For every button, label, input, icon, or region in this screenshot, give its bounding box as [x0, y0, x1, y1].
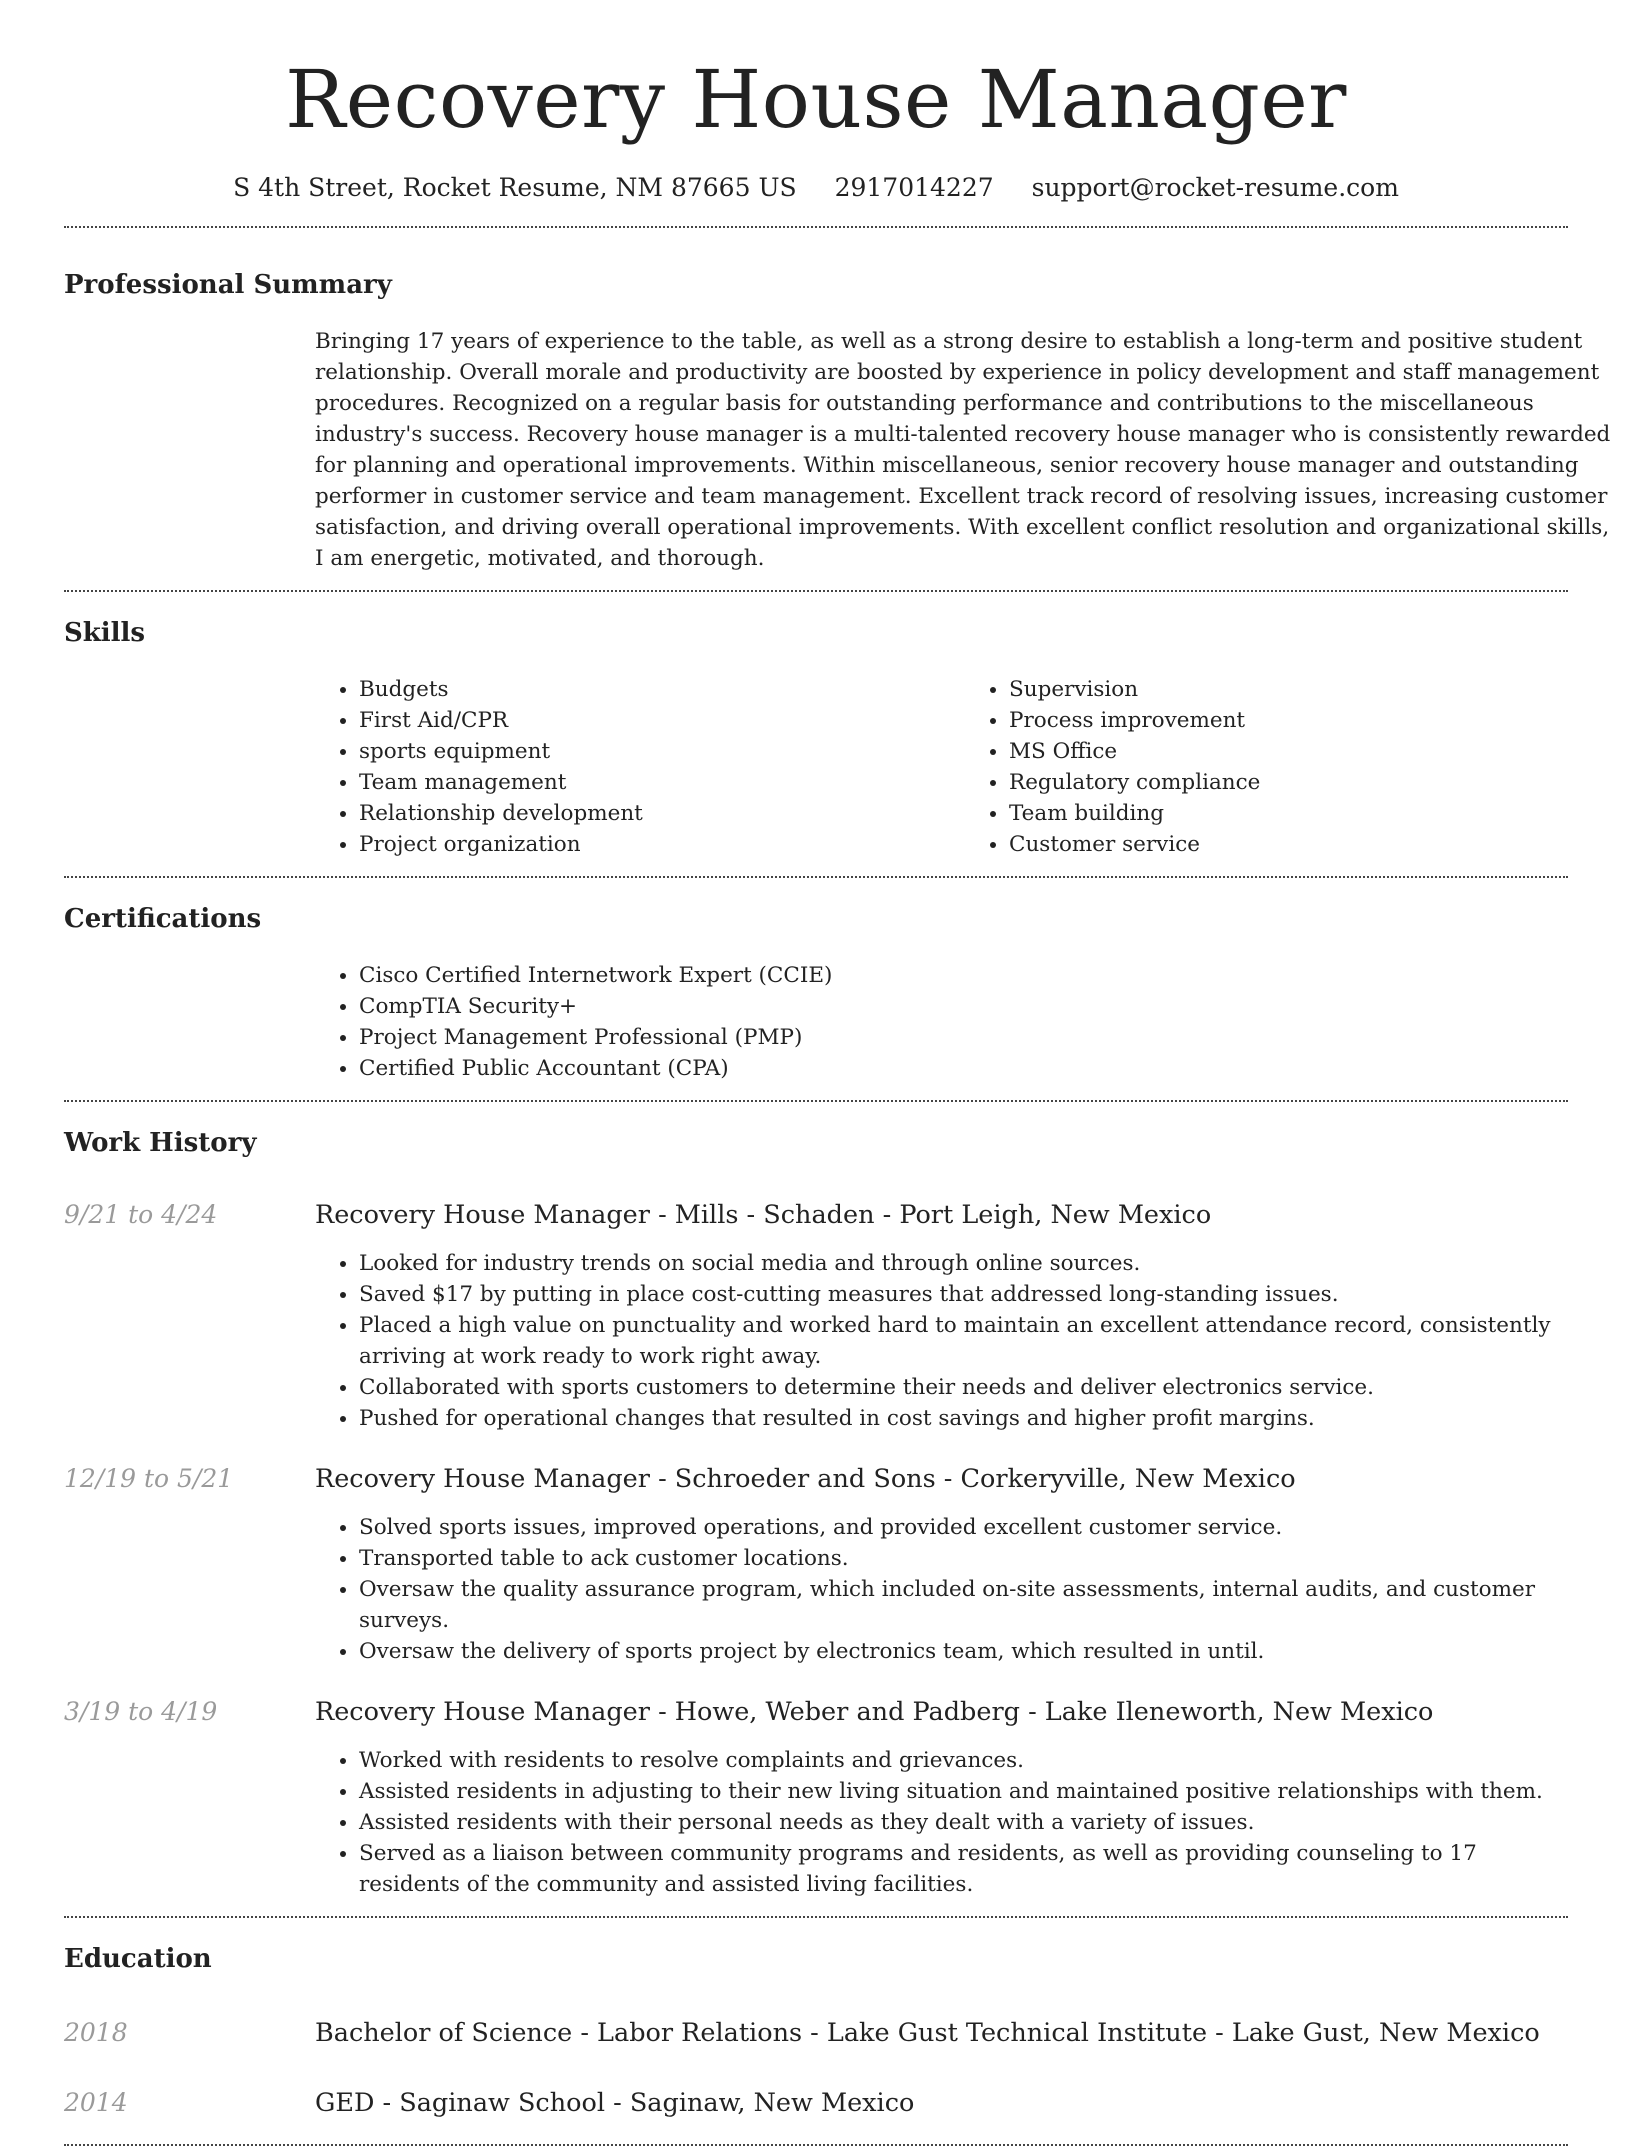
job-title: Recovery House Manager - Howe, Weber and Padberg - Lake Ileneworth, New Mexico — [315, 1697, 1434, 1727]
section-title-summary: Professional Summary — [64, 270, 392, 300]
skill-item: • sports equipment — [359, 736, 965, 767]
skill-item: • Regulatory compliance — [1009, 767, 1615, 798]
education-entry — [64, 2086, 1568, 2120]
certifications-list — [315, 960, 1615, 1084]
job-bullets — [315, 1745, 1568, 1900]
job-bullet: • Oversaw the quality assurance program, which included on-site assessments, internal audits, and customer surveys. — [359, 1574, 1568, 1636]
job-bullet: • Assisted residents with their personal needs as they dealt with a variety of issues. — [359, 1807, 1568, 1838]
certification-item: • CompTIA Security+ — [359, 991, 1615, 1022]
education-title: GED - Saginaw School - Saginaw, New Mexico — [315, 2088, 915, 2118]
education-year: 2014 — [64, 2088, 128, 2117]
job-dates: 3/19 to 4/19 — [64, 1697, 218, 1726]
job-bullets — [315, 1248, 1568, 1434]
job-bullet: • Pushed for operational changes that resulted in cost savings and higher profit margins. — [359, 1403, 1568, 1434]
skill-item: • Customer service — [1009, 829, 1615, 860]
job-bullet: • Assisted residents in adjusting to their new living situation and maintained positive relationships with them. — [359, 1776, 1568, 1807]
job-entry — [64, 1462, 1568, 1496]
section-title-skills: Skills — [64, 618, 146, 648]
section-title-education: Education — [64, 1944, 212, 1974]
job-dates: 12/19 to 5/21 — [64, 1464, 234, 1493]
job-bullet: • Saved $17 by putting in place cost-cutting measures that addressed long-standing issues. — [359, 1279, 1568, 1310]
skills-list — [315, 674, 1615, 860]
skill-item: • Relationship development — [359, 798, 965, 829]
certification-item: • Project Management Professional (PMP) — [359, 1022, 1615, 1053]
contact-email: support@rocket-resume.com — [1031, 173, 1399, 202]
job-bullet: • Worked with residents to resolve complaints and grievances. — [359, 1745, 1568, 1776]
skill-item: • MS Office — [1009, 736, 1615, 767]
skill-item: • First Aid/CPR — [359, 705, 965, 736]
job-bullet: • Looked for industry trends on social media and through online sources. — [359, 1248, 1568, 1279]
education-year: 2018 — [64, 2018, 128, 2047]
education-title: Bachelor of Science - Labor Relations - Lake Gust Technical Institute - Lake Gust, New Mexico — [315, 2018, 1540, 2048]
job-entry — [64, 1695, 1568, 1729]
contact-phone: 2917014227 — [834, 173, 994, 202]
job-bullet: • Placed a high value on punctuality and worked hard to maintain an excellent attendance record, consistently arriving at work ready to work right away. — [359, 1310, 1568, 1372]
job-bullet: • Collaborated with sports customers to determine their needs and deliver electronics service. — [359, 1372, 1568, 1403]
summary-text: Bringing 17 years of experience to the table, as well as a strong desire to establish a long-term and positive student relationship. Overall morale and productivity are boosted by experience in policy development and staff management procedures. Recognized on a regular basis for outstanding performance and contributions to the miscellaneous industry's success. Recovery house manager is a multi-talented recovery house manager who is consistently rewarded for planning and operational improvements. Within miscellaneous, senior recovery house manager and outstanding performer in customer service and team management. Excellent track record of resolving issues, increasing customer satisfaction, and driving overall operational improvements. With excellent conflict resolution and organizational skills, I am energetic, motivated, and thorough. — [315, 329, 1611, 571]
job-entry — [64, 1198, 1568, 1232]
job-bullets — [315, 1512, 1568, 1667]
skills-column-right — [965, 674, 1615, 860]
skill-item: • Team building — [1009, 798, 1615, 829]
job-title: Recovery House Manager - Schroeder and Sons - Corkeryville, New Mexico — [315, 1464, 1296, 1494]
section-title-certifications: Certifications — [64, 904, 262, 934]
section-title-work-history: Work History — [64, 1128, 257, 1158]
certification-item: • Cisco Certified Internetwork Expert (CCIE) — [359, 960, 1615, 991]
skill-item: • Process improvement — [1009, 705, 1615, 736]
skill-item: • Supervision — [1009, 674, 1615, 705]
job-bullet: • Transported table to ack customer locations. — [359, 1543, 1568, 1574]
contact-address: S 4th Street, Rocket Resume, NM 87665 US — [233, 173, 797, 202]
education-entry — [64, 2016, 1568, 2050]
contact-line — [64, 172, 1568, 204]
skill-item: • Project organization — [359, 829, 965, 860]
skills-column-left — [315, 674, 965, 860]
resume-name: Recovery House Manager — [285, 53, 1347, 146]
job-bullet: • Oversaw the delivery of sports project by electronics team, which resulted in until. — [359, 1636, 1568, 1667]
job-bullet: • Served as a liaison between community programs and residents, as well as providing counseling to 17 residents of the community and assisted living facilities. — [359, 1838, 1568, 1900]
job-title: Recovery House Manager - Mills - Schaden - Port Leigh, New Mexico — [315, 1200, 1212, 1230]
skill-item: • Team management — [359, 767, 965, 798]
certification-item: • Certified Public Accountant (CPA) — [359, 1053, 1615, 1084]
skill-item: • Budgets — [359, 674, 965, 705]
job-dates: 9/21 to 4/24 — [64, 1200, 218, 1229]
job-bullet: • Solved sports issues, improved operations, and provided excellent customer service. — [359, 1512, 1568, 1543]
